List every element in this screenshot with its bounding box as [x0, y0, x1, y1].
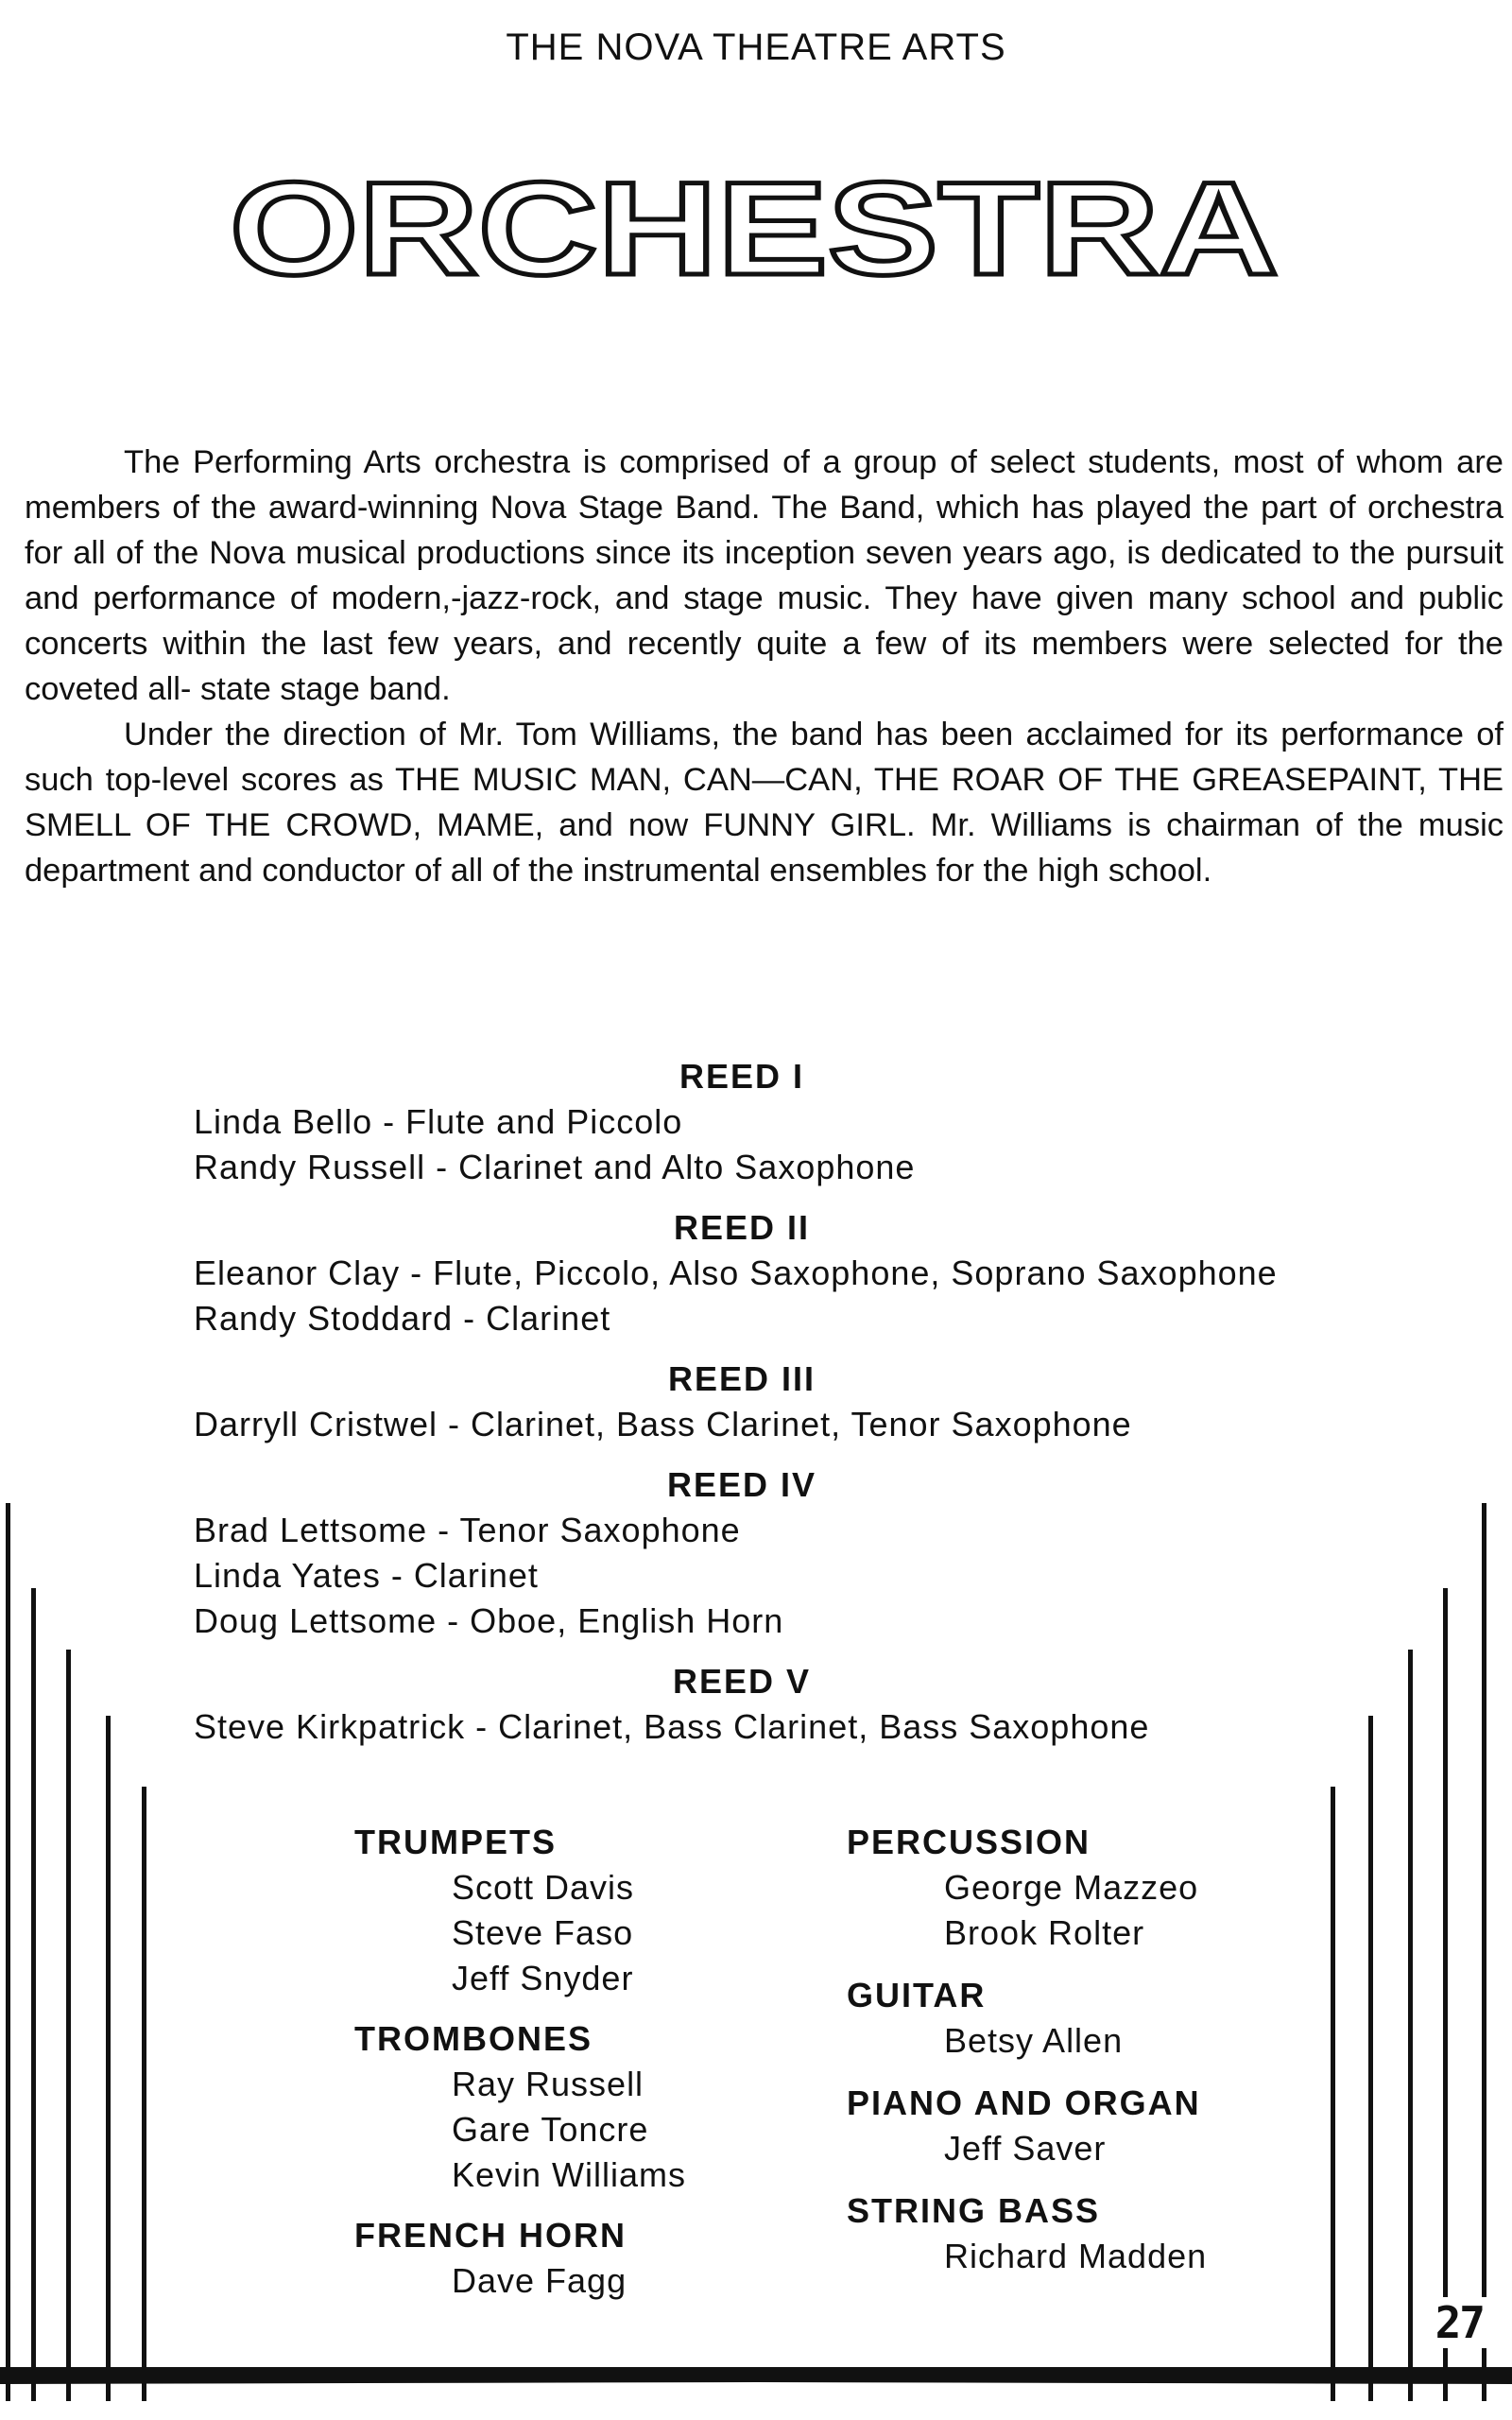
group-member: Ray Russell: [452, 2065, 644, 2103]
section-heading: REED III: [667, 1359, 816, 1398]
section-heading: REED IV: [666, 1465, 817, 1504]
group-heading: TROMBONES: [354, 2019, 593, 2058]
decorative-bar: [1368, 1716, 1373, 2401]
member-line: Linda Yates - Clarinet: [194, 1556, 539, 1595]
intro-text: [25, 440, 1503, 893]
outlined-title-graphic: [225, 168, 1283, 291]
group-heading: FRENCH HORN: [354, 2216, 627, 2255]
member-line: Randy Russell - Clarinet and Alto Saxophone: [194, 1148, 916, 1186]
stage-base-line: [0, 2367, 1512, 2384]
decorative-stage-lines: [0, 1475, 1512, 2420]
group-member: Brook Rolter: [944, 1913, 1145, 1952]
intro-paragraph: The Performing Arts orchestra is comprised of a group of select students, most of whom are members of the award-winning Nova Stage Band. The Band, which has played the part of orchestra for all of the Nova musical productions since its inception seven years ago, is dedicated to the pursuit and performance of modern,-jazz-rock, and stage music. They have given many school and public concerts within the last few years, and recently quite a few of its members were selected for the coveted all- state stage band.: [25, 444, 1503, 707]
section-heading: REED V: [672, 1662, 812, 1701]
publication-header: THE NOVA THEATRE ARTS: [506, 26, 1006, 68]
decorative-bar: [6, 1503, 10, 2401]
member-line: Darryll Cristwel - Clarinet, Bass Clarinet, Tenor Saxophone: [194, 1405, 1132, 1443]
group-heading: PERCUSSION: [847, 1823, 1091, 1861]
decorative-bar: [1331, 1787, 1335, 2401]
decorative-bar: [31, 1588, 36, 2401]
group-heading: PIANO AND ORGAN: [847, 2083, 1201, 2122]
decorative-bar: [1482, 1503, 1486, 2401]
member-line: Steve Kirkpatrick - Clarinet, Bass Clarinet, Bass Saxophone: [194, 1707, 1150, 1746]
group-member: Jeff Saver: [944, 2129, 1107, 2168]
group-member: Kevin Williams: [452, 2155, 687, 2194]
decorative-bar: [1443, 1588, 1448, 2401]
group-heading: TRUMPETS: [354, 1823, 557, 1861]
decorative-bar: [1408, 1650, 1413, 2401]
group-member: Gare Toncre: [452, 2110, 649, 2149]
group-member: Betsy Allen: [944, 2021, 1124, 2060]
group-member: Scott Davis: [452, 1868, 635, 1907]
member-line: Eleanor Clay - Flute, Piccolo, Also Saxophone, Soprano Saxophone: [194, 1253, 1278, 1292]
decorative-bar: [106, 1716, 111, 2401]
decorative-bar: [66, 1650, 71, 2401]
member-line: Linda Bello - Flute and Piccolo: [194, 1102, 683, 1141]
intro-paragraph: Under the direction of Mr. Tom Williams, the band has been acclaimed for its performance of such top-level scores as THE MUSIC MAN, CAN—CAN, THE ROAR OF THE GREASEPAINT, THE SMELL OF THE CROWD, MAME, and now FUNNY GIRL. Mr. Williams is chairman of the music department and conductor of all of the instrumental ensembles for the high school.: [25, 717, 1503, 889]
member-line: Doug Lettsome - Oboe, English Horn: [194, 1601, 784, 1640]
group-member: Richard Madden: [944, 2237, 1208, 2275]
page-number: 27: [1432, 2297, 1487, 2348]
section-heading: REED II: [673, 1208, 811, 1247]
group-member: Dave Fagg: [452, 2261, 627, 2300]
group-member: George Mazzeo: [944, 1868, 1199, 1907]
group-member: Jeff Snyder: [452, 1959, 634, 1997]
group-heading: GUITAR: [847, 1976, 987, 2014]
section-heading: REED I: [679, 1057, 805, 1096]
member-line: Brad Lettsome - Tenor Saxophone: [194, 1511, 741, 1549]
member-line: Randy Stoddard - Clarinet: [194, 1299, 611, 1338]
decorative-bar: [142, 1787, 146, 2401]
page-title: [225, 168, 1283, 291]
title-text: ORCHESTRA: [230, 168, 1279, 291]
group-heading: STRING BASS: [847, 2191, 1101, 2230]
group-member: Steve Faso: [452, 1913, 634, 1952]
